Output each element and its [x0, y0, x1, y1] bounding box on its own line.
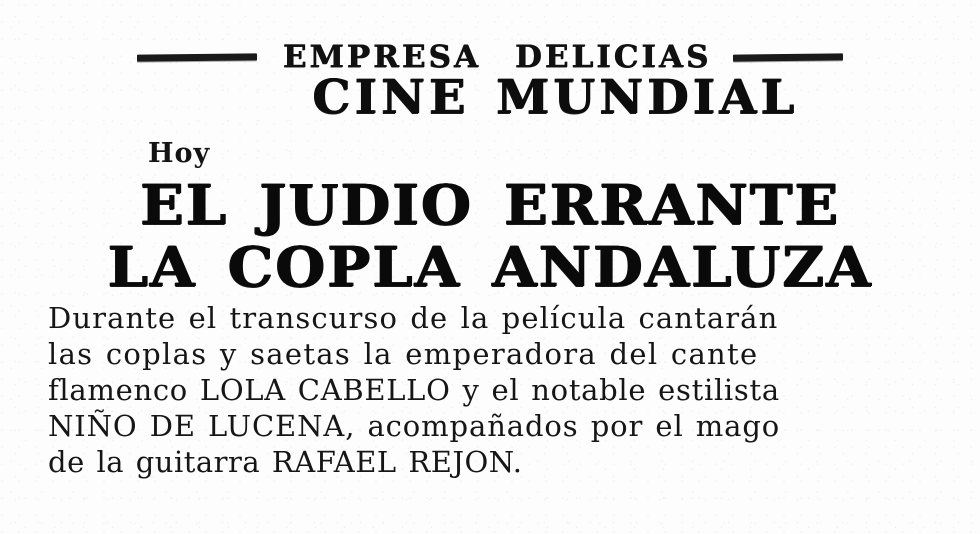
description-paragraph — [48, 300, 938, 480]
venue-name — [55, 70, 980, 125]
decorative-rule-right — [733, 53, 843, 61]
description-line: Durante el transcurso de la película cantarán — [48, 301, 779, 335]
empresa-name: DELICIAS — [514, 39, 712, 75]
feature-2-word-3: ANDALUZA — [492, 234, 873, 299]
showing-label: Hoy — [148, 138, 211, 169]
venue-word-mundial: MUNDIAL — [495, 70, 798, 125]
empresa-label: EMPRESA — [282, 39, 481, 75]
decorative-rule-left — [137, 53, 257, 61]
feature-2-word-2: COPLA — [227, 234, 461, 299]
description-line: de la guitarra RAFAEL REJON. — [48, 445, 523, 479]
feature-1-word-1: EL — [140, 172, 228, 237]
description-line: flamenco LOLA CABELLO y el notable estilista — [48, 373, 780, 407]
feature-1-word-2: JUDIO — [259, 172, 473, 237]
venue-word-cine: CINE — [312, 70, 470, 125]
feature-title-1 — [0, 172, 980, 237]
feature-title-2 — [0, 234, 980, 299]
feature-1-word-3: ERRANTE — [503, 172, 840, 237]
feature-2-word-1: LA — [107, 234, 197, 299]
description-line: NIÑO DE LUCENA, acompañados por el mago — [48, 409, 781, 443]
description-line: las coplas y saetas la emperadora del cante — [48, 337, 759, 371]
